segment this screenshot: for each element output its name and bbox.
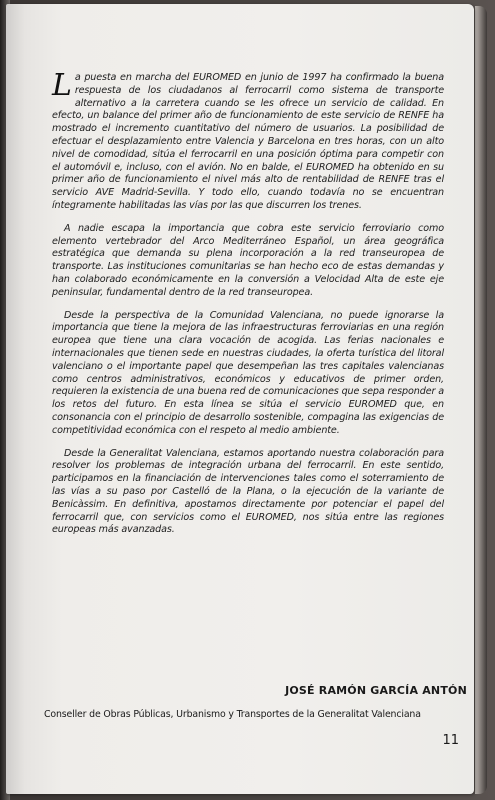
page-edge <box>475 6 487 794</box>
page-number: 11 <box>442 733 459 748</box>
body-text <box>52 68 444 547</box>
drop-cap: L <box>52 68 72 103</box>
paragraph-3: Desde la perspectiva de la Comunidad Valenciana, no puede ignorarse la importancia que tiene la mejora de las infraestructuras ferroviarias en una región europea que tiene una clara vocación de acogida. Las ferias nacionales e internacionales que tienen sede en nuestras ciudades, la oferta turística del litoral valenciano o el importante papel que desempeñan las tres capitales valencianas como centros administrativos, económicos y educativos de primer orden, requieren la existencia de una buena red de comunicaciones que sepa responder a los retos del futuro. En esta línea se sitúa el servicio EUROMED que, en consonancia con el principio de desarrollo sostenible, compagina las exigencias de competitividad económica con el respeto al medio ambiente. <box>52 309 444 436</box>
book-page <box>6 4 474 794</box>
paragraph-4: Desde la Generalitat Valenciana, estamos aportando nuestra colaboración para resolver los problemas de integración urbana del ferrocarril. En este sentido, participamos en la financiación de intervenciones tales como el soterramiento de las vías a su paso por Castelló de la Plana, o la ejecución de la variante de Benicàssim. En definitiva, apostamos directamente por potenciar el papel del ferrocarril que, con servicios como el EUROMED, nos sitúa entre las regiones europeas más avanzadas. <box>52 447 444 536</box>
signature-role: Conseller de Obras Públicas, Urbanismo y Transportes de la Generalitat Valenciana <box>44 709 421 720</box>
paragraph-1-text: a puesta en marcha del EUROMED en junio de 1997 ha confirmado la buena respuesta de los ciudadanos al ferrocarril como sistema de transporte alternativo a la carretera cuando se les ofrece un servicio de calidad. En efecto, un balance del primer año de funcionamiento de este servicio de RENFE ha mostrado el incremento cuantitativo del número de usuarios. La posibilidad de efectuar el desplazamiento entre Valencia y Barcelona en tres horas, con un alto nivel de comodidad, sitúa el ferrocarril en una posición óptima para competir con el automóvil e, incluso, con el avión. No en balde, el EUROMED ha obtenido en su primer año de funcionamiento el nivel más alto de rentabilidad de RENFE tras el servicio AVE Madrid-Sevilla. Y todo ello, cuando todavía no se encuentran íntegramente habilitadas las vías por las que discurren los trenes. <box>52 72 444 211</box>
paragraph-1 <box>52 68 444 213</box>
paragraph-2: A nadie escapa la importancia que cobra este servicio ferroviario como elemento vertebrador del Arco Mediterráneo Español, un área geográfica estratégica que demanda su plena incorporación a la red transeuropea de transporte. Las instituciones comunitarias se han hecho eco de estas demandas y han colaborado económicamente en la conversión a Velocidad Alta de este eje peninsular, fundamental dentro de la red transeuropea. <box>52 222 444 298</box>
signature-name: JOSÉ RAMÓN GARCÍA ANTÓN <box>285 684 467 697</box>
